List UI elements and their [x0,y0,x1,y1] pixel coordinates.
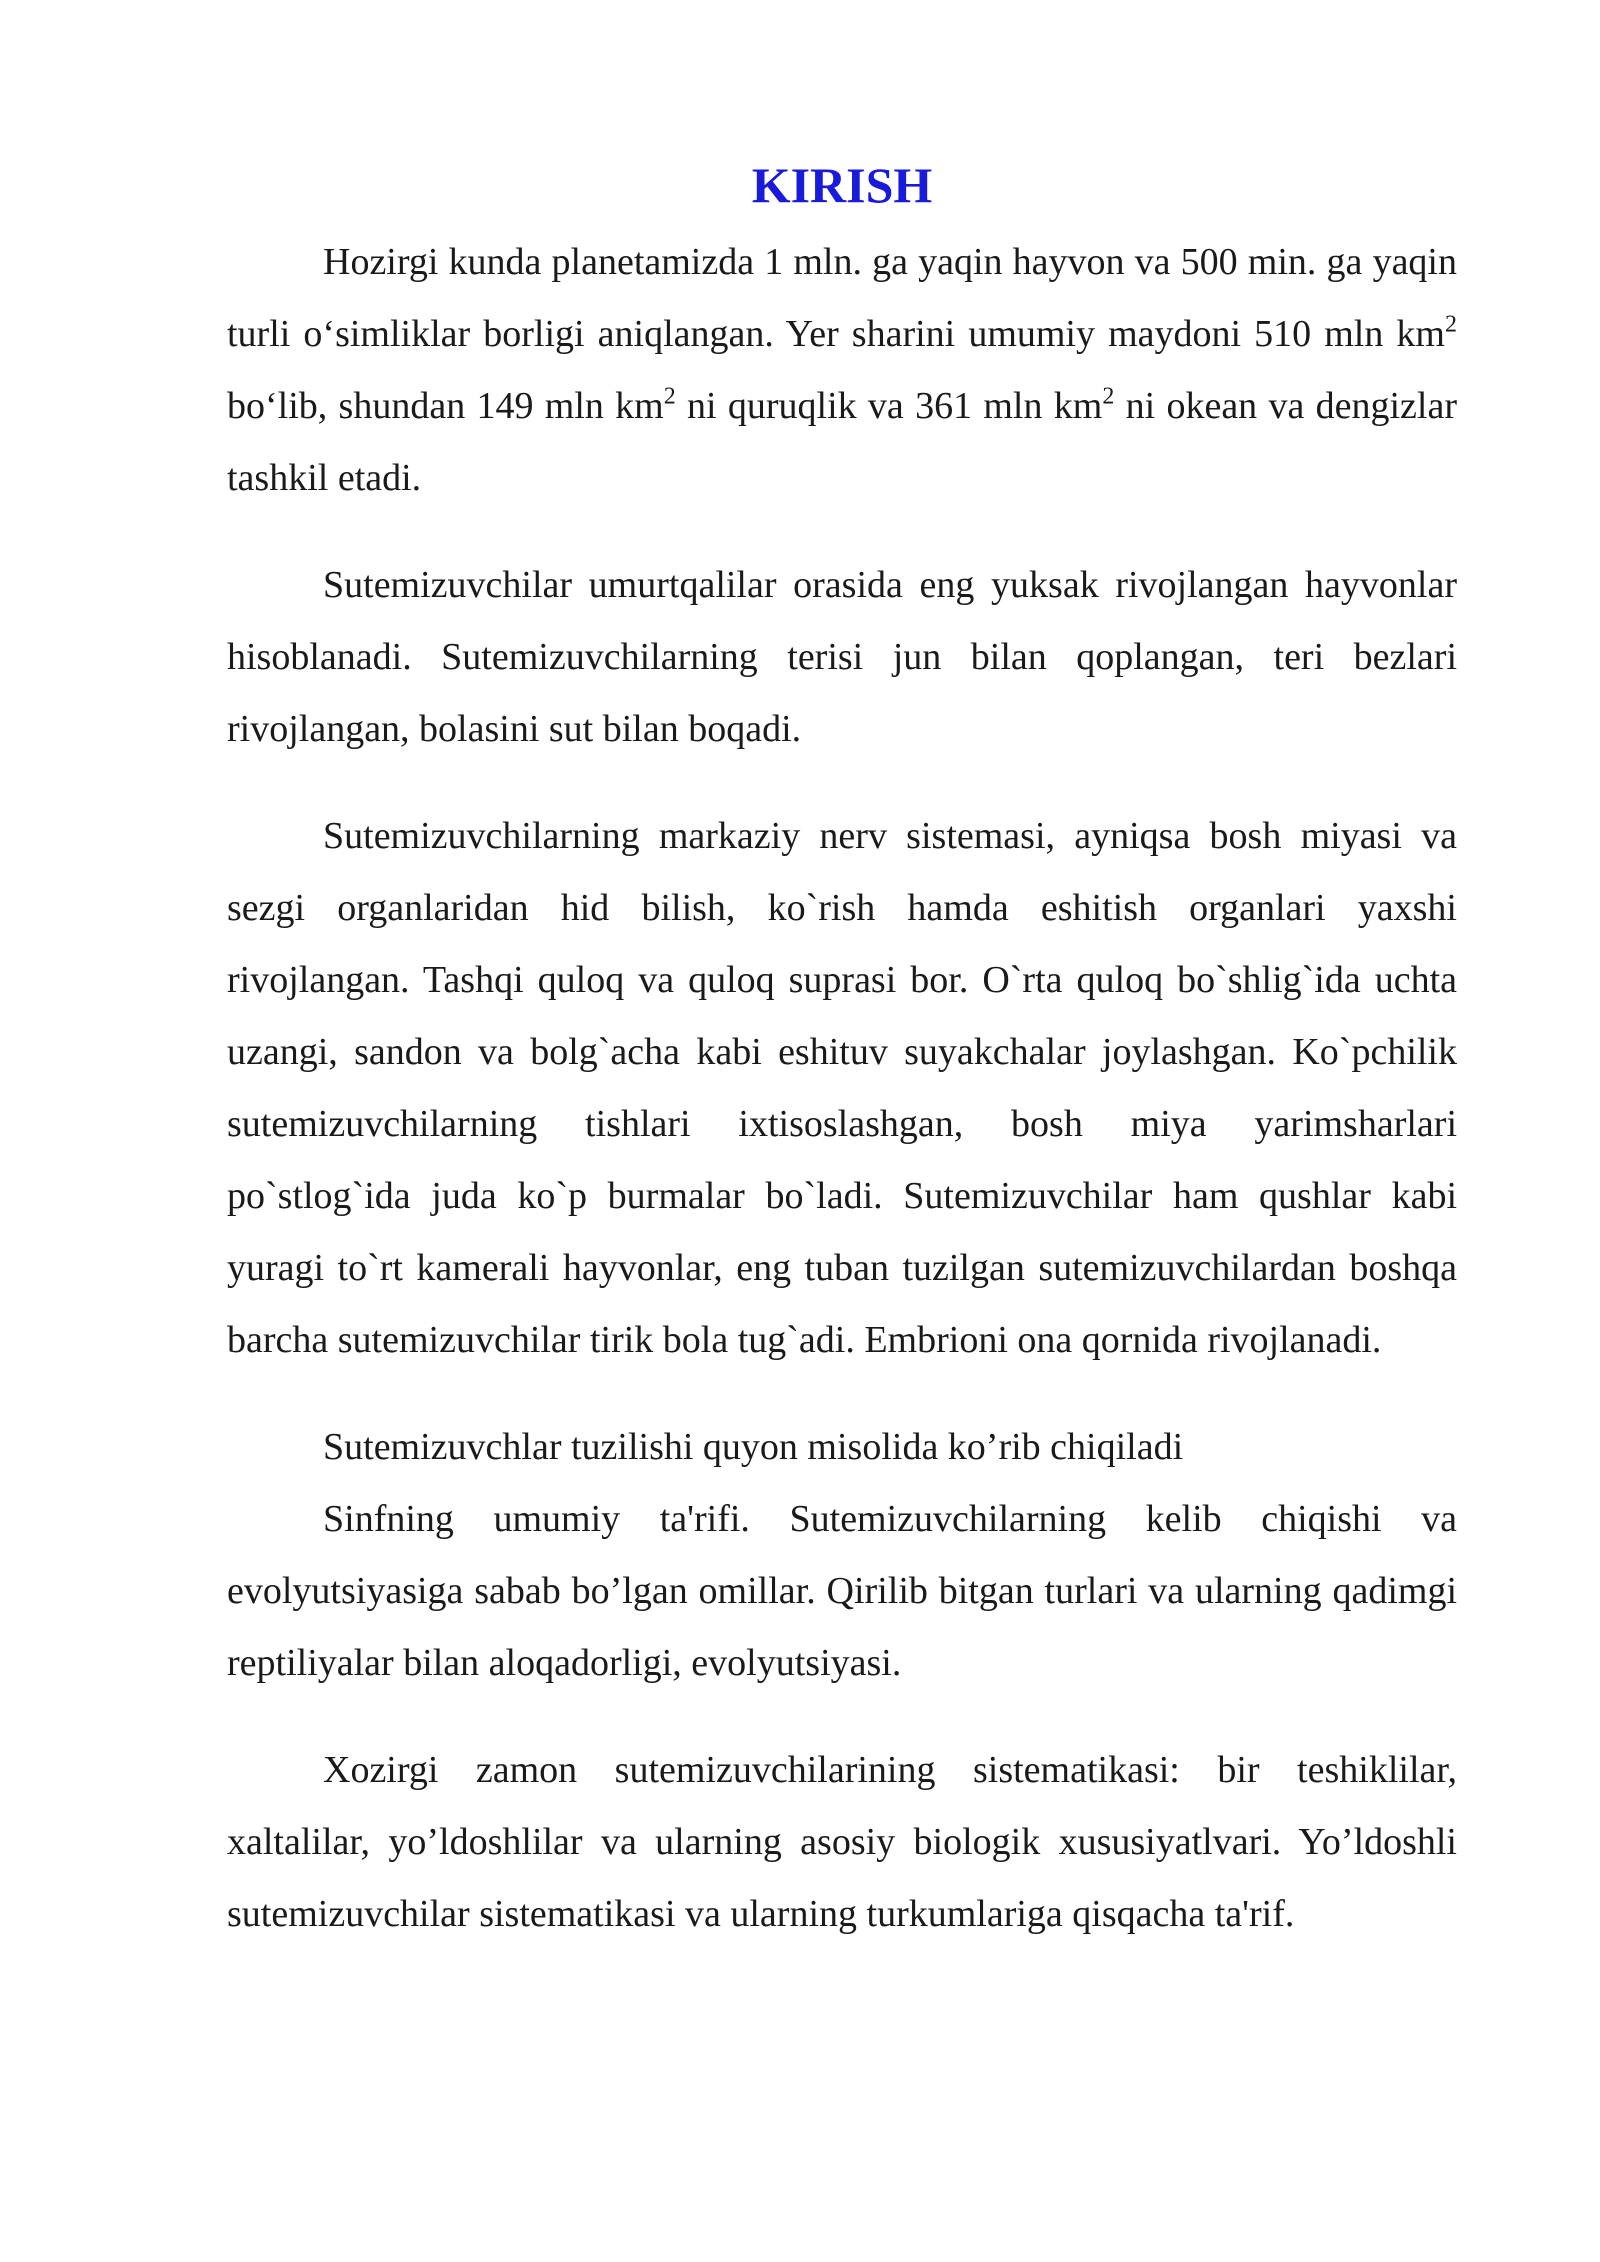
paragraph-intro [227,226,1457,514]
superscript-2: 2 [663,383,676,410]
paragraph-mammals-definition: Sutemizuvchilar umurtqalilar orasida eng yuksak rivojlangan hayvonlar hisoblanadi. Sutemizuvchilarning terisi jun bilan qoplangan, teri bezlari rivojlangan, bolasini sut bilan boqadi. [227,564,1457,750]
page-title: KIRISH [751,157,933,213]
paragraph-intro-text-b: bo‘lib, shundan 149 mln km [227,385,664,427]
paragraph-rabbit-example: Sutemizuvchlar tuzilishi quyon misolida ko’rib chiqiladi [323,1426,1184,1468]
paragraph-intro-text-c: ni quruqlik va 361 mln km [675,385,1103,427]
paragraph-class-definition: Sinfning umumiy ta'rifi. Sutemizuvchilarning kelib chiqishi va evolyutsiyasiga sabab bo’lgan omillar. Qirilib bitgan turlari va ularning qadimgi reptiliyalar bilan aloqadorligi, evolyutsiyasi. [227,1498,1457,1684]
superscript-2: 2 [1445,311,1457,338]
document-page [227,150,1457,1985]
paragraph-nervous-system: Sutemizuvchilarning markaziy nerv sistemasi, ayniqsa bosh miyasi va sezgi organlaridan hid bilish, ko`rish hamda eshitish organlari yaxshi rivojlangan. Tashqi quloq va quloq suprasi bor. O`rta quloq bo`shlig`ida uchta uzangi, sandon va bolg`acha kabi eshituv suyakchalar joylashgan. Ko`pchilik sutemizuvchilarning tishlari ixtisoslashgan, bosh miya yarimsharlari po`stlog`ida juda ko`p burmalar bo`ladi. Sutemizuvchilar ham qushlar kabi yuragi to`rt kamerali hayvonlar, eng tuban tuzilgan sutemizuvchilardan boshqa barcha sutemizuvchilar tirik bola tug`adi. Embrioni ona qornida rivojlanadi. [227,815,1457,1361]
paragraph-intro-text-a: Hozirgi kunda planetamizda 1 mln. ga yaqin hayvon va 500 min. ga yaqin turli o‘simliklar borligi aniqlangan. Yer sharini umumiy maydoni 510 mln km [227,241,1457,355]
paragraph-intro-text-d: ni okean va dengizlar tashkil etadi. [227,385,1457,499]
superscript-2: 2 [1102,383,1115,410]
paragraph-systematics: Xozirgi zamon sutemizuvchilarining sistematikasi: bir teshiklilar, xaltalilar, yo’ldoshlilar va ularning asosiy biologik xususiyatlvari. Yo’ldoshli sutemizuvchilar sistematikasi va ularning turkumlariga qisqacha ta'rif. [227,1749,1457,1935]
